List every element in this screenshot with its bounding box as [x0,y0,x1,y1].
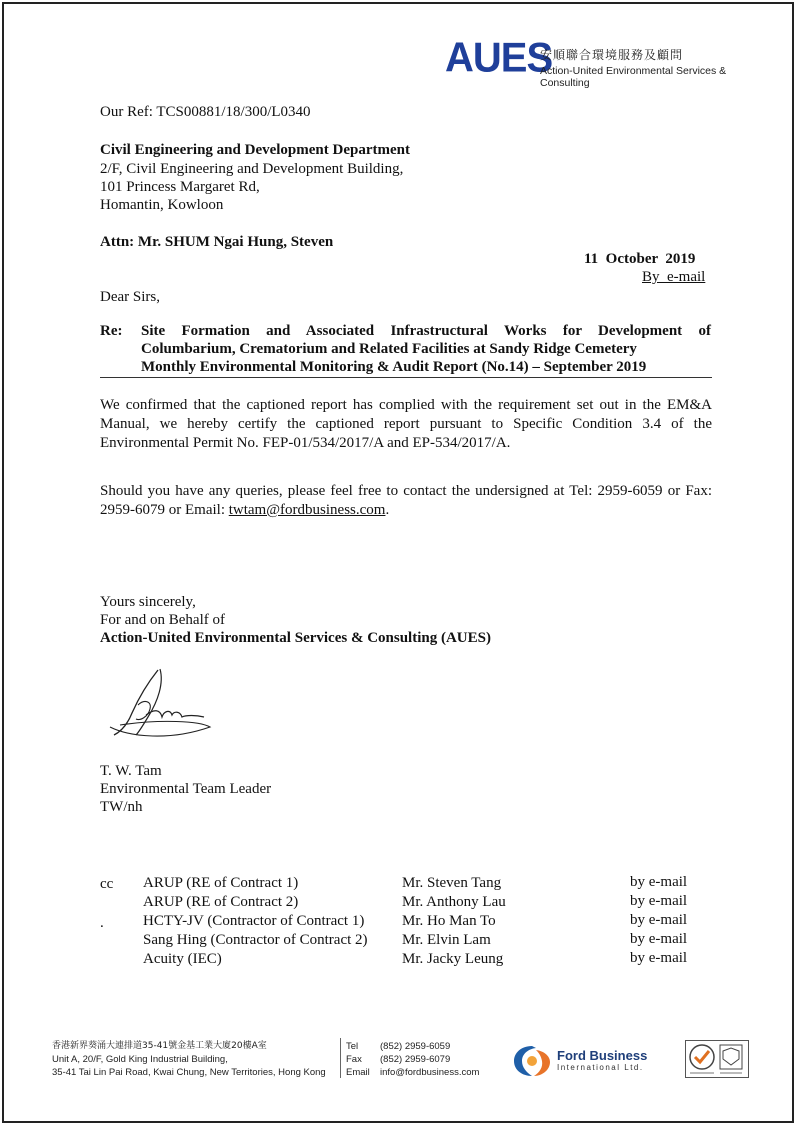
company-name-cn: 安順聯合環境服務及顧問 [540,48,684,62]
subject-line-3: Monthly Environmental Monitoring & Audit Report (No.14) – September 2019 [141,359,647,375]
ford-brand-sub: International Ltd. [557,1063,644,1072]
re-label: Re: [100,323,123,339]
cc-method: by e-mail [630,931,688,947]
our-ref: Our Ref: TCS00881/18/300/L0340 [100,104,311,120]
certification-seal-icon [686,1041,748,1077]
contact-suffix: . [385,502,390,518]
cc-method-column [630,873,687,968]
delivery-method: By e-mail [642,269,706,285]
cc-method: by e-mail [630,950,688,966]
signature-image [100,665,220,745]
salutation: Dear Sirs, [100,289,160,305]
reference-initials: TW/nh [100,799,143,815]
footer-fax: (852) 2959-6079 [380,1054,451,1065]
footer-address [52,1040,326,1079]
cc-method: by e-mail [630,874,688,890]
footer-fax-label: Fax [346,1054,362,1065]
cc-dot: . [100,915,104,931]
cc-person: Mr. Anthony Lau [402,894,506,910]
contact-text: Should you have any queries, please feel free to contact the undersigned at Tel: 2959-6059 or Fax: 2959-6079 or Email: [100,483,712,518]
closing-company: Action-United Environmental Services & Consulting (AUES) [100,630,491,646]
aues-logo-text: AUES [445,34,553,82]
contact-email-link[interactable]: twtam@fordbusiness.com [228,502,386,518]
cc-person: Mr. Elvin Lam [402,932,491,948]
cc-person-column [402,874,506,969]
cc-org: HCTY-JV (Contractor of Contract 1) [143,913,365,929]
footer-contact-labels [346,1040,370,1079]
footer-address-en-2: 35-41 Tai Lin Pai Road, Kwai Chung, New Territories, Hong Kong [52,1067,326,1078]
signer-title: Environmental Team Leader [100,781,272,797]
attention-line: Attn: Mr. SHUM Ngai Hung, Steven [100,234,334,250]
cc-person: Mr. Ho Man To [402,913,496,929]
cc-person: Mr. Jacky Leung [402,951,504,967]
ford-brand-name: Ford Business [557,1048,648,1063]
ford-swirl-icon [512,1044,552,1078]
company-name-en: Action-United Environmental Services & Consulting [540,65,727,89]
cc-org: Acuity (IEC) [143,951,222,967]
aues-logo [445,34,775,89]
cc-org: ARUP (RE of Contract 2) [143,894,299,910]
recipient-org: Civil Engineering and Development Department [100,142,410,158]
recipient-addr3: Homantin, Kowloon [100,197,224,213]
footer-email-label: Email [346,1067,370,1078]
cc-method: by e-mail [630,912,688,928]
footer-address-en-1: Unit A, 20/F, Gold King Industrial Building, [52,1054,228,1065]
closing-yours: Yours sincerely, [100,594,196,610]
footer-email[interactable]: info@fordbusiness.com [380,1067,480,1078]
letter-date: 11 October 2019 [584,251,696,267]
closing-behalf: For and on Behalf of [100,612,225,628]
subject-underline [100,377,712,378]
signer-name: T. W. Tam [100,763,162,779]
subject-block [141,322,711,376]
footer-contact-values [380,1040,479,1079]
subject-line-2: Columbarium, Crematorium and Related Facilities at Sandy Ridge Cemetery [141,341,637,357]
footer-tel-label: Tel [346,1041,359,1052]
footer-divider [340,1038,341,1078]
cc-org-column [143,874,368,969]
body-paragraph-1: We confirmed that the captioned report has complied with the requirement set out in the EM&A Manual, we hereby certify the captioned report pursuant to Specific Condition 3.4 of the Environmental Permit No. FEP-01/534/2017/A and EP-534/2017/A. [100,397,712,451]
recipient-addr1: 2/F, Civil Engineering and Development Building, [100,161,404,177]
cc-org: Sang Hing (Contractor of Contract 2) [143,932,368,948]
cc-method: by e-mail [630,893,688,909]
footer-tel: (852) 2959-6059 [380,1041,451,1052]
certification-marks [685,1040,749,1078]
footer-address-cn: 香港新界葵涌大連排道35-41號金基工業大廈20樓A室 [52,1041,267,1051]
body-paragraph-2 [100,482,712,520]
cc-org: ARUP (RE of Contract 1) [143,875,299,891]
cc-label: cc [100,876,114,892]
recipient-addr2: 101 Princess Margaret Rd, [100,179,260,195]
cc-person: Mr. Steven Tang [402,875,502,891]
subject-line-1: Site Formation and Associated Infrastructural Works for Development of [141,323,711,339]
